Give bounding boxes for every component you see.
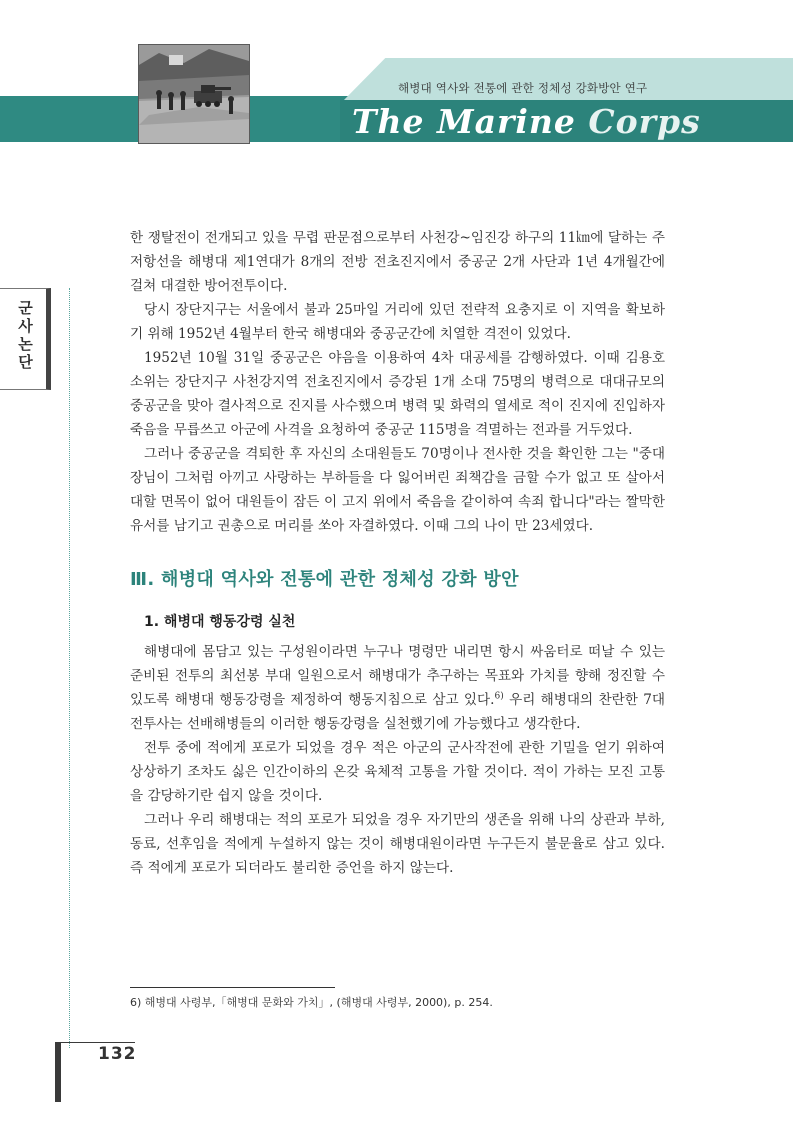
- paragraph-text: 우리 해병대의 찬란한 7대전투사는 선배해병들의 이러한 행동강령을 실천했기에 가능했다고 생각한다.: [130, 692, 665, 732]
- paragraph: 당시 장단지구는 서울에서 불과 25마일 거리에 있던 전략적 요충지로 이 지역을 확보하기 위해 1952년 4월부터 한국 해병대와 중공군간에 치열한 격전이 있었다.: [130, 302, 665, 342]
- footnote-ref[interactable]: 6): [494, 691, 504, 702]
- section-heading: Ⅲ. 해병대 역사와 전통에 관한 정체성 강화 방안: [130, 569, 519, 590]
- margin-dotted-rule: [69, 288, 70, 1048]
- article-body: [130, 226, 665, 880]
- page-number: 132: [98, 1044, 137, 1064]
- footnote: 6) 해병대 사령부,「해병대 문화와 가치」, (해병대 사령부, 2000), p. 254.: [130, 996, 493, 1009]
- paragraph: 그러나 중공군을 격퇴한 후 자신의 소대원들도 70명이나 전사한 것을 확인한 그는 "중대장님이 그처럼 아끼고 사랑하는 부하들을 다 잃어버린 죄책감을 금할 수가 없고 또 살아서 대할 면목이 없어 대원들이 잠든 이 고지 위에서 죽음을 같이하여 속죄 합니다"라는 짤막한 유서를 남기고 권총으로 머리를 쏘아 자결하였다. 이때 그의 나이 만 23세였다.: [130, 446, 665, 534]
- paragraph: 한 쟁탈전이 전개되고 있을 무렵 판문점으로부터 사천강~임진강 하구의 11㎞에 달하는 주저항선을 해병대 제1연대가 8개의 전방 전초진지에서 중공군 2개 사단과 1년 4개월간에 걸쳐 대결한 방어전투이다.: [130, 230, 665, 294]
- page-number-bar: [55, 1042, 61, 1102]
- side-tab-label: 군사논단: [16, 300, 34, 372]
- header-subtitle: 해병대 역사와 전통에 관한 정체성 강화방안 연구: [398, 81, 648, 95]
- marines-field-photo: [139, 45, 249, 143]
- header-photo: [138, 44, 250, 144]
- header-title-word1: The Marine: [352, 102, 576, 141]
- footnote-rule: [130, 987, 335, 988]
- paragraph: [130, 640, 665, 736]
- paragraph: 1952년 10월 31일 중공군은 야음을 이용하여 4차 대공세를 감행하였다. 이때 김용호 소위는 장단지구 사천강지역 전초진지에서 증강된 1개 소대 75명의 병력으로 대대규모의 중공군을 맞아 결사적으로 진지를 사수했으며 병력 및 화력의 열세로 적이 진지에 진입하자 죽음을 무릅쓰고 아군에 사격을 요청하여 중공군 115명을 격멸하는 전과를 거두었다.: [130, 350, 665, 438]
- header-title: [352, 102, 701, 141]
- header-top-band: [0, 0, 793, 44]
- paragraph-text: 해병대에 몸담고 있는 구성원이라면 누구나 명령만 내리면 항시 싸움터로 떠날 수 있는 준비된 전투의 최선봉 부대 일원으로서 해병대가 추구하는 목표와 가치를 향해 정진할 수 있도록 해병대 행동강령을 제정하여 행동지침으로 삼고 있다.: [130, 644, 665, 708]
- paragraph: 그러나 우리 해병대는 적의 포로가 되었을 경우 자기만의 생존을 위해 나의 상관과 부하, 동료, 선후임을 적에게 누설하지 않는 것이 해병대원이라면 누구든지 불문율로 삼고 있다. 즉 적에게 포로가 되더라도 불리한 증언을 하지 않는다.: [130, 812, 665, 876]
- paragraph: 전투 중에 적에게 포로가 되었을 경우 적은 아군의 군사작전에 관한 기밀을 얻기 위하여 상상하기 조차도 싫은 인간이하의 온갖 육체적 고통을 가할 것이다. 적이 가하는 모진 고통을 감당하기란 쉽지 않을 것이다.: [130, 740, 665, 804]
- page-number-rule: [55, 1042, 135, 1043]
- subsection-heading: 1. 해병대 행동강령 실천: [144, 614, 296, 630]
- header-title-word2: Corps: [588, 102, 701, 141]
